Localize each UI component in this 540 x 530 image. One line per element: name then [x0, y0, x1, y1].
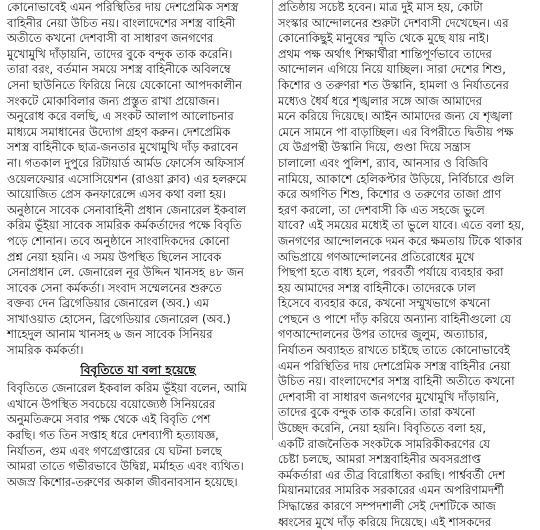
text-line: অনুমতিক্রমে সবার পক্ষ থেকে এই বিবৃতি পেশ — [7, 412, 211, 427]
text-line: গণআন্দোলনের উপর তাদের জুলুম, অত্যাচার, — [278, 327, 488, 342]
text-line: অভিপ্রায়ে গণআন্দোলনের প্রতিরোধের মুখে — [278, 249, 475, 264]
left-column — [7, 0, 269, 489]
text-line: হরণ করলো, তা দেশবাসী কি এত সহজে ভুলে — [278, 202, 485, 217]
text-line: মাধ্যমে সমাধানের উদ্যোগ গ্রহণ করুন। দেশপ্রেমিক — [7, 124, 231, 139]
text-line: জনগণের আন্দোলনকে দমন করে ক্ষমতায় টিকে থাকার — [278, 233, 523, 248]
text-line: বিবৃতিতে জেনারেল ইকবাল করিম ভূঁইয়া বলেন, আমি — [7, 381, 247, 396]
text-line: আমরা তাতে গভীরভাবে উদ্বিগ্ন, মর্মাহত এবং ব্যথিত। — [7, 459, 244, 474]
text-line: করছি। গত তিন সপ্তাহ ধরে দেশব্যাপী হত্যাযজ্ঞ, — [7, 428, 219, 443]
text-line: না। গতকাল দুপুরে রিটায়ার্ড আর্মড ফোর্সেস অফিসার্স — [7, 155, 245, 170]
text-line: কোনোকিছুই মানুষের স্মৃতি থেকে মুছে যায় নাই। — [278, 31, 490, 46]
text-line: চেষ্টা চলছে, আমরা সশস্ত্রবাহিনীর অবসরপ্রাপ্ত — [278, 452, 481, 467]
text-line: শাহেদুল আনাম খানসহ ৬ জন সাবেক সিনিয়র — [7, 327, 213, 342]
text-line: সশস্ত্র বাহিনীকে ছাত্র-জনতার মুখোমুখি দাঁড় করাবেন — [7, 140, 238, 155]
text-line: হিসেবে ব্যবহার করে, কখনো সম্মুখভাগে কখনো — [278, 296, 490, 311]
text-line: কিশোর ও তরুণরা শত উস্কানি, হামলা ও নির্যাতনের — [278, 77, 509, 92]
text-line: উচ্ছেদ করেনি, নেয়া হয়নি। বিবৃতিতে বলা হয়, — [278, 421, 487, 436]
text-line: প্রশ্ন নেয়া হয়নি। এ সময় উপস্থিত ছিলেন সাবেক — [7, 249, 222, 264]
text-line: সাখাওয়াত হোসেন, ব্রিগেডিয়ার জেনারেল (অব.) — [7, 311, 231, 326]
text-line: যে উগ্রপন্থী উস্কানি দিয়ে, গুণ্ডা দিয়ে সন্ত্রাস — [278, 140, 471, 155]
right-column-text — [278, 0, 534, 530]
text-line: অনুরোধ করে বলছি, এ সংকট আলাপ আলোচনার — [7, 109, 234, 124]
text-line: পিছপা হতে বাধ্য হলে, পরবর্তী পর্যায়ে ব্যবহার করা — [278, 265, 504, 280]
left-column-top-text — [7, 0, 269, 359]
text-line: তাদের বুকে বন্দুক তাক করেনি। তারা কখনো — [278, 405, 476, 420]
text-line: প্রথম পক্ষ অর্থাৎ শিক্ষার্থীরা শান্তিপূর্ণভাবে তাদের — [278, 46, 492, 61]
right-column — [278, 0, 534, 529]
text-line: বাহিনীর নেয়া উচিত নয়। বাংলাদেশের সশস্ত্র বাহিনী — [7, 15, 236, 30]
text-line: অনুষ্ঠানে সাবেক সেনাবাহিনী প্রধান জেনারেল ইকবাল — [7, 202, 247, 217]
text-line: করিম ভূঁইয়া সাবেক সামরিক কর্মকর্তাদের পক্ষে বিবৃতি — [7, 218, 242, 233]
text-line: বক্তব্য দেন ব্রিগেডিয়ার জেনারেল (অব.) এম — [7, 296, 209, 311]
text-line: নির্যাতন অব্যাহত রাখতে চাইছে তাতে কোনোভাবেই — [278, 343, 510, 358]
left-column-bottom-text — [7, 381, 269, 490]
text-line: যাবে? এই সময়ের মধ্যেই তা ভুলে যাবে। এতে বলা হয়, — [278, 218, 525, 233]
text-line: মধ্যেও ধৈর্য ধরে শৃঙ্খলার সঙ্গে আজ আমাদের — [278, 93, 482, 108]
text-line: মেনে সামনে পা বাড়াচ্ছিল। এর বিপরীতে দ্বিতীয় পক্ষ — [278, 124, 514, 139]
text-line: মুখোমুখি দাঁড়ায়নি, তাদের বুকে বন্দুক তাক করেনি। — [7, 46, 233, 61]
text-line: পেছনে ও পাশে দাঁড় করিয়ে অন্যান্য বাহিনীগুলো যে — [278, 311, 511, 326]
text-line: কর্মকর্তারা এর তীব্র বিরোধিতা করছি। পার্শ্ববর্তী দেশ — [278, 467, 505, 482]
text-line: তারা বরং, বর্তমান সময়ে সশস্ত্র বাহিনীকে অবিলম্বে — [7, 62, 231, 77]
text-line: সংস্কার আন্দোলনের শুরুটা দেশবাসী দেখেছেন। এর — [278, 15, 509, 30]
text-line: কোনোভাবেই এমন পরিস্থিতির দায় দেশপ্রেমিক সশস্ত্র — [7, 0, 239, 14]
text-line: সংকটে মোকাবিলার জন্য প্রস্তুত রাখা প্রয়োজন। — [7, 93, 220, 108]
text-line: সেনাপ্রধান লে. জেনারেল নূর উদ্দিন খানসহ ৪৮ জন — [7, 265, 244, 280]
text-line: এখানে উপস্থিত সবচেয়ে বয়োজ্যেষ্ঠ সিনিয়রের — [7, 396, 216, 411]
text-line: মনে করিয়ে দিয়েছে। আইন আমাদের জন্য যে শৃঙ্খলা — [278, 109, 513, 124]
text-line: সেনা ছাউনিতে ফিরিয়ে নিয়ে যেকোনো আপদকালীন — [7, 77, 242, 92]
text-line: দেশবাসী বা সাধারণ জনগণের মুখোমুখি দাঁড়ায়নি, — [278, 389, 500, 404]
text-line: সিদ্ধান্তের কারণে সম্পদশালী সেই দেশটিকে আজ — [278, 499, 496, 513]
text-line: নির্যাতন, গুম এবং গণগ্রেপ্তারের যে ঘটনা চলছে — [7, 443, 222, 458]
text-line: সাবেক সেনা কর্মকর্তা। সংবাদ সম্মেলনের শুরুতে — [7, 280, 222, 295]
text-line: মিয়ানমারের সামরিক সরকারের এমন অপরিণামদর্শী — [278, 483, 504, 498]
text-line: ওয়েলফেয়ার এসোসিয়েশন (রাওয়া ক্লাব) এর হলরুমে — [7, 171, 247, 186]
column-divider — [272, 0, 273, 440]
text-line: হয় আমাদের সশস্ত্র বাহিনীকে। তাদেরকে ঢাল — [278, 280, 476, 295]
text-line: চালালো এবং পুলিশ, র‍্যাব, আনসার ও বিজিবি — [278, 155, 489, 170]
text-line: একটি রাজনৈতিক সংকটকে সামরিকীকরণের যে — [278, 436, 490, 451]
text-line: প্রতিষ্ঠায় সচেষ্ট হবেন। মাত্র দুই মাস হয়, কোটা — [278, 0, 483, 14]
text-line: করে অগণিত শিশু, কিশোর ও তরুণের তাজা প্রাণ — [278, 187, 502, 202]
text-line: সামরিক কর্মকর্তা। — [7, 343, 84, 358]
text-line: অতীতে কখনো দেশবাসী বা সাধারণ জনগণের — [7, 31, 214, 46]
text-line: ধ্বংসের মুখে দাঁড় করিয়ে দিয়েছে। এই শাসকদের — [278, 514, 492, 529]
text-line: আয়োজিত প্রেস কনফারেন্সে এসব কথা বলা হয়। — [7, 187, 227, 202]
text-line: উচিত নয়। বাংলাদেশের সশস্ত্র বাহিনী অতীতে কখনো — [278, 374, 515, 389]
text-line: নামিয়ে, আকাশে হেলিকপ্টার উড়িয়ে, নির্বিচারে গুলি — [278, 171, 514, 186]
section-subheading: বিবৃতিতে যা বলা হয়েছে — [80, 362, 196, 377]
text-line: পড়ে শোনান। তবে অনুষ্ঠানে সাংবাদিকদের কোনো — [7, 233, 230, 248]
text-line: এমন পরিস্থিতির দায় দেশপ্রেমিক সশস্ত্র বাহিনীর নেয়া — [278, 358, 511, 373]
text-line: আন্দোলন এগিয়ে নিয়ে যাচ্ছিল। সারা দেশের শিশু, — [278, 62, 506, 77]
text-line: অজস্র কিশোর-তরুণের অকাল জীবনাবসান হয়েছে। — [7, 474, 238, 489]
